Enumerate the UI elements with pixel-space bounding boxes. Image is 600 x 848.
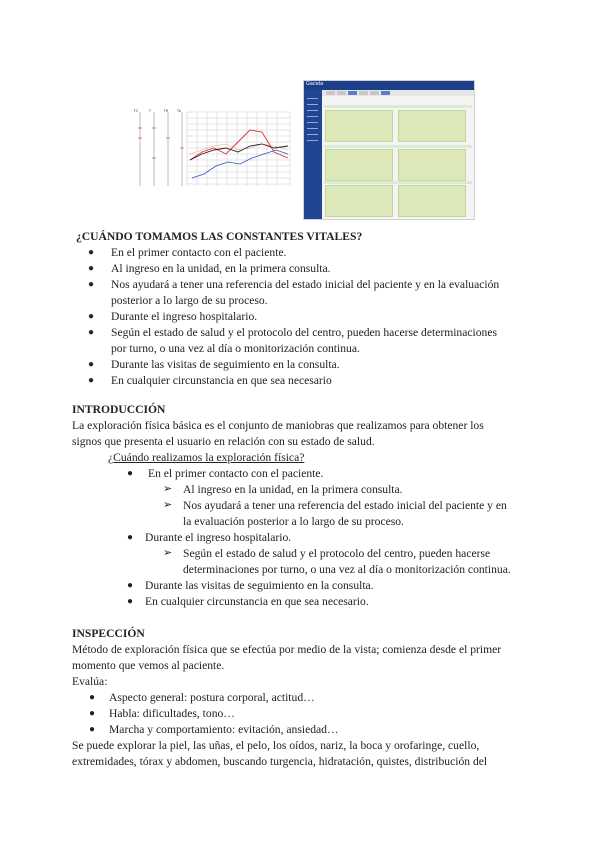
section2-heading: INTRODUCCIÓN xyxy=(72,403,166,416)
list-item: Nos ayudará a tener una referencia del estado inicial del paciente y en xyxy=(183,499,507,512)
arrow-bullet-icon: ➢ xyxy=(163,547,173,559)
screenshot-panel xyxy=(325,185,393,217)
subheading: ¿Cuándo realizamos la exploración física? xyxy=(108,451,305,464)
axis-label-ta: TA xyxy=(177,109,181,113)
bullet-icon: ● xyxy=(89,708,96,719)
bullet-icon: ● xyxy=(127,468,134,479)
screenshot-sidebar xyxy=(304,90,322,219)
list-item: En cualquier circunstancia en que sea necesario xyxy=(111,374,332,387)
bullet-icon: ● xyxy=(88,375,95,386)
list-item: Durante las visitas de seguimiento en la consulta. xyxy=(111,358,340,371)
list-item-continuation: por turno, o una vez al día o monitorización continua. xyxy=(111,342,360,355)
section3-heading: INSPECCIÓN xyxy=(72,627,145,640)
bullet-icon: ● xyxy=(127,596,134,607)
list-item: Durante el ingreso hospitalario. xyxy=(111,310,258,323)
screenshot-panel xyxy=(398,149,466,181)
paragraph: Método de exploración física que se efectúa por medio de la vista; comienza desde el primer xyxy=(72,643,502,656)
list-item: En el primer contacto con el paciente. xyxy=(111,246,287,259)
list-item: Durante el ingreso hospitalario. xyxy=(145,531,292,544)
list-item: Habla: dificultades, tono… xyxy=(109,707,235,720)
list-item: En el primer contacto con el paciente. xyxy=(148,467,324,480)
list-item: Aspecto general: postura corporal, actitud… xyxy=(109,691,315,704)
arrow-bullet-icon: ➢ xyxy=(163,499,173,511)
paragraph: La exploración física básica es el conjunto de maniobras que realizamos para obtener los xyxy=(72,419,484,432)
bullet-icon: ● xyxy=(127,532,134,543)
list-item-continuation: la evaluación posterior a lo largo de su proceso. xyxy=(183,515,404,528)
evalua-label: Evalúa: xyxy=(72,675,108,688)
list-item-continuation: posterior a lo largo de su proceso. xyxy=(111,294,268,307)
arrow-bullet-icon: ➢ xyxy=(163,483,173,495)
software-screenshot-image xyxy=(303,80,475,220)
bullet-icon: ● xyxy=(88,263,95,274)
screenshot-topbar xyxy=(304,81,474,90)
list-item-continuation: determinaciones por turno, o una vez al día o monitorización continua. xyxy=(183,563,511,576)
screenshot-panel xyxy=(398,110,466,142)
paragraph: momento que vemos al paciente. xyxy=(72,659,225,672)
paragraph: Se puede explorar la piel, las uñas, el pelo, los oídos, nariz, la boca y orofaringe, cuello, xyxy=(72,739,480,752)
bullet-icon: ● xyxy=(88,247,95,258)
axis-label-t: T xyxy=(149,109,151,113)
list-item: Según el estado de salud y el protocolo del centro, pueden hacerse xyxy=(183,547,491,560)
bullet-icon: ● xyxy=(88,311,95,322)
screenshot-panel xyxy=(325,110,393,142)
axis-label-fc: FC xyxy=(134,109,139,113)
bullet-icon: ● xyxy=(88,359,95,370)
axis-label-fr: FR xyxy=(164,109,169,113)
bullet-icon: ● xyxy=(89,692,96,703)
list-item: Marcha y comportamiento: evitación, ansiedad… xyxy=(109,723,339,736)
list-item: Al ingreso en la unidad, en la primera consulta. xyxy=(111,262,331,275)
paragraph: signos que presenta el usuario en relación con su estado de salud. xyxy=(72,435,375,448)
paragraph: extremidades, tórax y abdomen, buscando turgencia, hidratación, quistes, distribución del xyxy=(72,755,488,768)
bullet-icon: ● xyxy=(127,580,134,591)
list-item: Al ingreso en la unidad, en la primera consulta. xyxy=(183,483,403,496)
screenshot-panel xyxy=(398,185,466,217)
bullet-icon: ● xyxy=(88,327,95,338)
bullet-icon: ● xyxy=(88,279,95,290)
bullet-icon: ● xyxy=(89,724,96,735)
list-item: Durante las visitas de seguimiento en la consulta. xyxy=(145,579,374,592)
list-item: Según el estado de salud y el protocolo del centro, pueden hacerse determinaciones xyxy=(111,326,497,339)
section1-heading: ¿CUÁNDO TOMAMOS LAS CONSTANTES VITALES? xyxy=(76,230,363,243)
screenshot-panel xyxy=(325,149,393,181)
list-item: En cualquier circunstancia en que sea necesario. xyxy=(145,595,369,608)
vital-signs-chart-image xyxy=(132,108,292,188)
screenshot-app-title: Gacela xyxy=(306,81,324,87)
list-item: Nos ayudará a tener una referencia del estado inicial del paciente y en la evaluación xyxy=(111,278,500,291)
